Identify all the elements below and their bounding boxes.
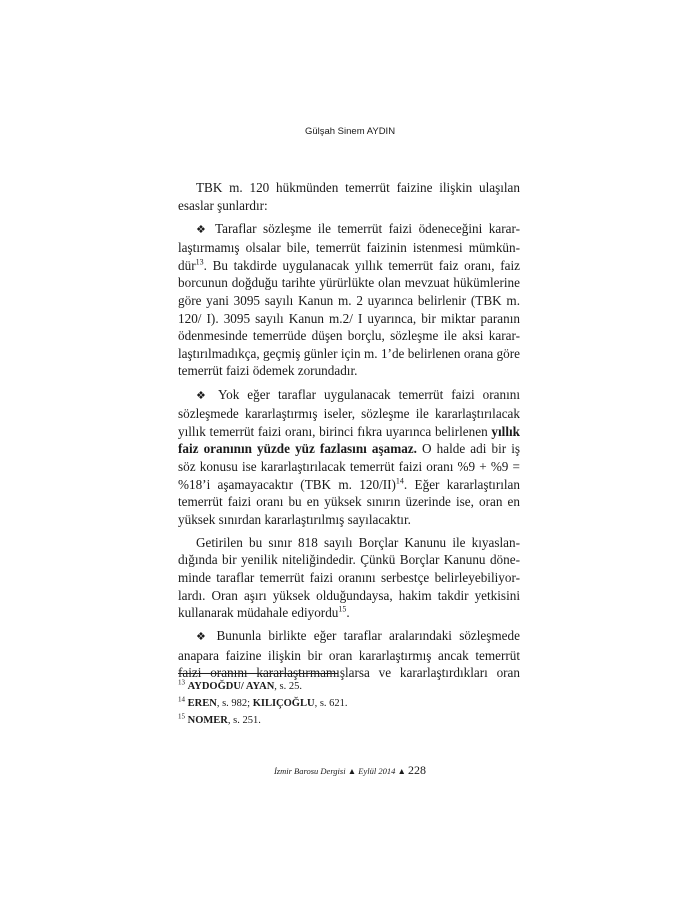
text-line bbox=[178, 587, 520, 605]
text: ödenmesinde temerrüde düşen borçlu, sözleşme ile aksi karar- bbox=[178, 328, 520, 344]
text-line bbox=[178, 327, 520, 345]
bullet-paragraph bbox=[178, 386, 520, 529]
bold-text: AYDOĞDU/ AYAN bbox=[187, 681, 275, 692]
text: yüksek sınırdan kararlaştırılmış sayılacaktır. bbox=[178, 511, 411, 527]
footnote bbox=[178, 712, 348, 729]
footnote-ref: 15 bbox=[338, 604, 347, 614]
text-line bbox=[178, 551, 520, 569]
text-line bbox=[178, 345, 520, 363]
footnote-number: 13 bbox=[178, 678, 185, 687]
text: . Bu takdirde uygulanacak yıllık temerrüt faiz oranı, faiz bbox=[203, 257, 520, 273]
journal-name: İzmir Barosu Dergisi bbox=[273, 766, 346, 776]
separator: ▲ bbox=[397, 766, 406, 776]
text: Yok eğer taraflar uygulanacak temerrüt faizi oranını bbox=[217, 386, 520, 402]
text: Bununla birlikte eğer taraflar aralarındaki sözleşmede bbox=[216, 628, 520, 644]
page-number: 228 bbox=[408, 763, 427, 777]
text: , s. 982; bbox=[216, 698, 253, 709]
text-line bbox=[178, 647, 520, 665]
text-line bbox=[178, 292, 520, 310]
text-line bbox=[178, 179, 520, 197]
text: söz konusu ise kararlaştırılacak temerrüt faizi oranı %9 + %9 = bbox=[178, 458, 520, 474]
paragraph bbox=[178, 534, 520, 622]
text-line bbox=[178, 476, 520, 494]
diamond-bullet-icon: ❖ bbox=[196, 223, 215, 236]
text: Taraflar sözleşme ile temerrüt faizi ödeneceğini karar- bbox=[215, 220, 520, 236]
text: %18’i aşamayacaktır (TBK m. 120/II) bbox=[178, 476, 396, 492]
text-line bbox=[178, 257, 520, 275]
text: anapara faizine ilişkin bir oran kararlaştırmış ancak temerrüt bbox=[178, 647, 520, 663]
text-line bbox=[178, 440, 520, 458]
footnote-divider bbox=[178, 673, 338, 674]
text: borcunun doğduğu tarihte yürürlükte olan mevzuat hükümlerine bbox=[178, 275, 520, 291]
page-footer bbox=[0, 763, 700, 778]
footnote-number: 14 bbox=[178, 695, 185, 704]
diamond-bullet-icon: ❖ bbox=[196, 631, 217, 644]
bold-text: EREN bbox=[187, 698, 217, 709]
text: yıllık temerrüt faizi oranı, birinci fıkra uyarınca belirlenen bbox=[178, 423, 492, 439]
text: . Eğer kararlaştırılan bbox=[403, 476, 521, 492]
text-line bbox=[178, 362, 520, 380]
text-line bbox=[178, 386, 520, 406]
footnote-number: 15 bbox=[178, 712, 185, 721]
footnotes bbox=[178, 678, 348, 729]
text: O halde adi bir iş bbox=[416, 441, 520, 457]
text-line bbox=[178, 604, 520, 622]
text-line bbox=[178, 310, 520, 328]
text-line bbox=[178, 627, 520, 647]
text: faizi oranını kararlaştırmamışlarsa ve kararlaştırdıkları oran bbox=[178, 665, 520, 681]
text-line bbox=[178, 220, 520, 240]
running-header: Gülşah Sinem AYDIN bbox=[304, 126, 396, 137]
text: esaslar şunlardır: bbox=[178, 197, 268, 213]
text-line bbox=[178, 458, 520, 476]
text: 120/ I). 3095 sayılı Kanun m.2/ I uyarınca, bir miktar paranın bbox=[178, 310, 520, 326]
bold-text: KILIÇOĞLU bbox=[252, 698, 315, 709]
text: laştırılmadıkça, geçmiş günler için m. 1’de belirlenen orana göre bbox=[178, 345, 520, 361]
paragraph bbox=[178, 179, 520, 214]
footnote bbox=[178, 695, 348, 712]
text: minde taraflar temerrüt faizi oranını serbestçe belirleyebiliyor- bbox=[178, 569, 520, 585]
text: , s. 251. bbox=[227, 715, 261, 726]
text: göre yani 3095 sayılı Kanun m. 2 uyarınca belirlenir (TBK m. bbox=[178, 293, 520, 309]
text-line bbox=[178, 405, 520, 423]
text-line bbox=[178, 511, 520, 529]
text-line bbox=[178, 274, 520, 292]
text-line bbox=[178, 239, 520, 257]
separator: ▲ bbox=[347, 766, 357, 776]
text: temerrüt faizi oranı bu en yüksek sınırın üzerinde ise, oran en bbox=[178, 494, 520, 510]
issue-date: Eylül 2014 bbox=[358, 766, 396, 776]
text-line bbox=[178, 423, 520, 441]
text: . bbox=[346, 605, 350, 621]
bold-text: yıllık bbox=[491, 423, 520, 439]
text: laştırmamış olsalar bile, temerrüt faizinin istenmesi mümkün- bbox=[178, 240, 520, 256]
text: , s. 25. bbox=[274, 681, 302, 692]
footnote bbox=[178, 678, 348, 695]
text: Getirilen bu sınır 818 sayılı Borçlar Kanunu ile kıyaslan- bbox=[196, 534, 520, 550]
diamond-bullet-icon: ❖ bbox=[196, 389, 218, 402]
text-line bbox=[178, 197, 520, 215]
text-line bbox=[178, 493, 520, 511]
bold-text: faiz oranının yüzde yüz fazlasını aşamaz. bbox=[178, 441, 417, 457]
text: TBK m. 120 hükmünden temerrüt faizine ilişkin ulaşılan bbox=[196, 180, 520, 195]
bullet-paragraph bbox=[178, 220, 520, 380]
text: kullanarak müdahale ediyordu bbox=[178, 605, 339, 621]
text: sözleşmede kararlaştırmış iseler, sözleşme ile kararlaştırılacak bbox=[178, 406, 520, 422]
bold-text: NOMER bbox=[187, 715, 228, 726]
footnote-ref: 14 bbox=[395, 476, 404, 486]
body-text bbox=[178, 179, 520, 688]
text-line bbox=[178, 569, 520, 587]
text-line bbox=[178, 534, 520, 552]
text: temerrüt faizi ödemek zorundadır. bbox=[178, 363, 358, 379]
text: dür bbox=[178, 257, 196, 273]
footnote-ref: 13 bbox=[195, 257, 204, 267]
text: , s. 621. bbox=[314, 698, 348, 709]
text: lardı. Oran aşırı yüksek olduğundaysa, hakim takdir yetkisini bbox=[178, 587, 520, 603]
text: dığında bir yenilik niteliğindedir. Çünkü Borçlar Kanunu döne- bbox=[178, 552, 520, 568]
